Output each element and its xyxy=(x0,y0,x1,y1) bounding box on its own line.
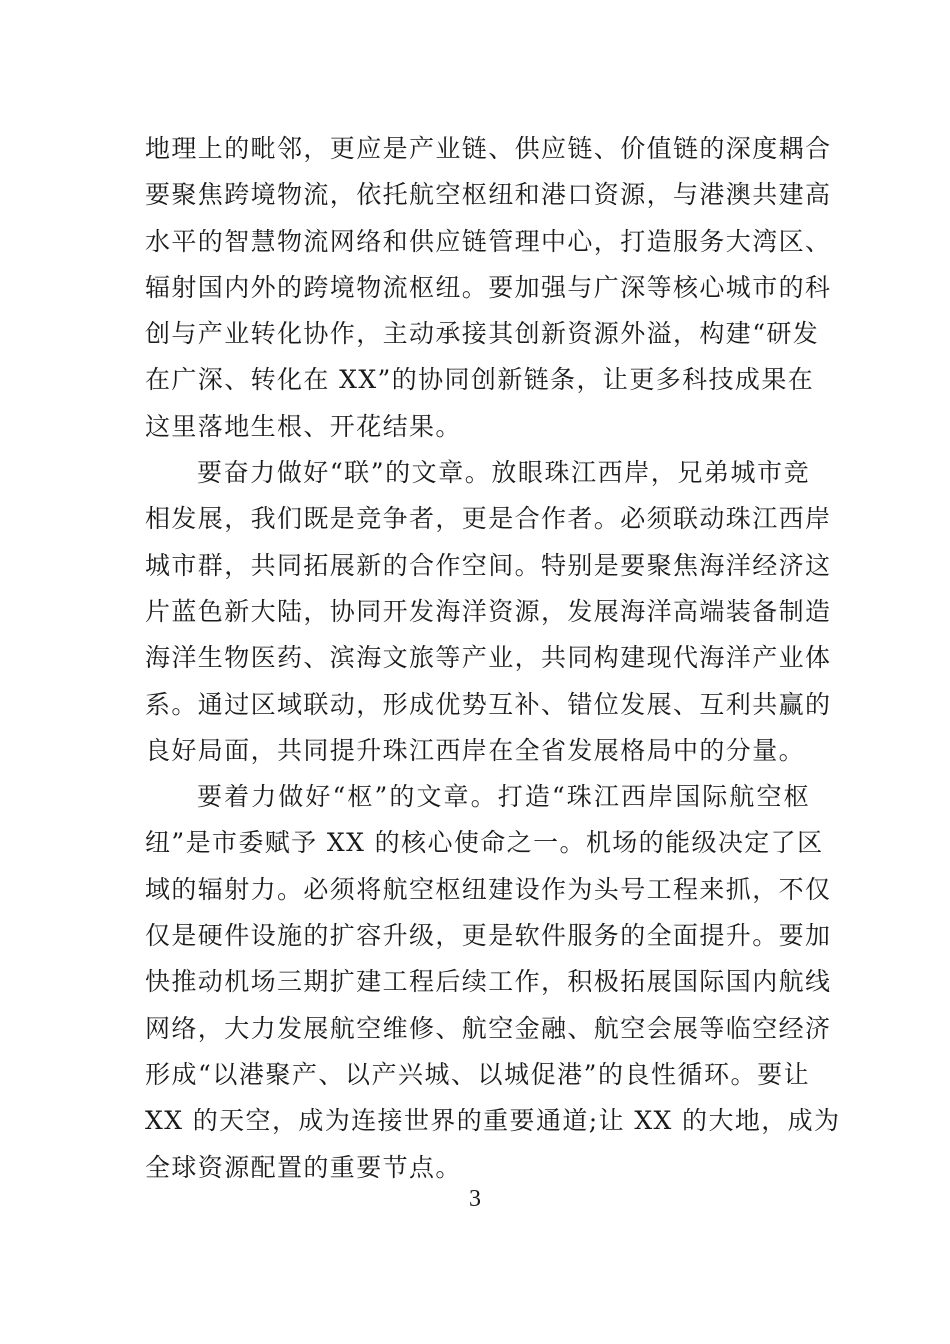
text-line: 水平的智慧物流网络和供应链管理中心，打造服务大湾区、 xyxy=(145,226,832,256)
text-line: 良好局面，共同提升珠江西岸在全省发展格局中的分量。 xyxy=(145,735,806,765)
text-line: 城市群，共同拓展新的合作空间。特别是要聚焦海洋经济这 xyxy=(145,550,832,580)
document-body xyxy=(145,126,841,1191)
paragraph-first-line: 要奋力做好“联”的文章。放眼珠江西岸，兄弟城市竞 xyxy=(197,458,810,488)
text-line: 相发展，我们既是竞争者，更是合作者。必须联动珠江西岸 xyxy=(145,504,832,534)
text-line: 全球资源配置的重要节点。 xyxy=(145,1152,462,1182)
text-line: XX 的天空，成为连接世界的重要通道;让 XX 的大地，成为 xyxy=(145,1106,841,1136)
text-line: 纽”是市委赋予 XX 的核心使命之一。机场的能级决定了区 xyxy=(145,828,824,858)
text-line: 辐射国内外的跨境物流枢纽。要加强与广深等核心城市的科 xyxy=(145,272,832,302)
paragraph-first-line: 要着力做好“枢”的文章。打造“珠江西岸国际航空枢 xyxy=(197,782,810,812)
text-line: 片蓝色新大陆，协同开发海洋资源，发展海洋高端装备制造 xyxy=(145,596,832,626)
text-line: 这里落地生根、开花结果。 xyxy=(145,411,462,441)
text-line: 快推动机场三期扩建工程后续工作，积极拓展国际国内航线 xyxy=(145,967,832,997)
text-line: 要聚焦跨境物流，依托航空枢纽和港口资源，与港澳共建高 xyxy=(145,180,832,210)
text-line: 地理上的毗邻，更应是产业链、供应链、价值链的深度耦合 xyxy=(145,134,832,163)
text-line: 海洋生物医药、滨海文旅等产业，共同构建现代海洋产业体 xyxy=(145,643,832,673)
text-line: 在广深、转化在 XX”的协同创新链条，让更多科技成果在 xyxy=(145,365,815,395)
text-line: 域的辐射力。必须将航空枢纽建设作为头号工程来抓，不仅 xyxy=(145,874,832,904)
text-line: 创与产业转化协作，主动承接其创新资源外溢，构建“研发 xyxy=(145,319,820,349)
text-line: 系。通过区域联动，形成优势互补、错位发展、互利共赢的 xyxy=(145,689,832,719)
text-line: 网络，大力发展航空维修、航空金融、航空会展等临空经济 xyxy=(145,1013,832,1043)
text-line: 仅是硬件设施的扩容升级，更是软件服务的全面提升。要加 xyxy=(145,921,832,951)
text-line: 形成“以港聚产、以产兴城、以城促港”的良性循环。要让 xyxy=(145,1059,810,1089)
page-number: 3 xyxy=(469,1186,481,1212)
